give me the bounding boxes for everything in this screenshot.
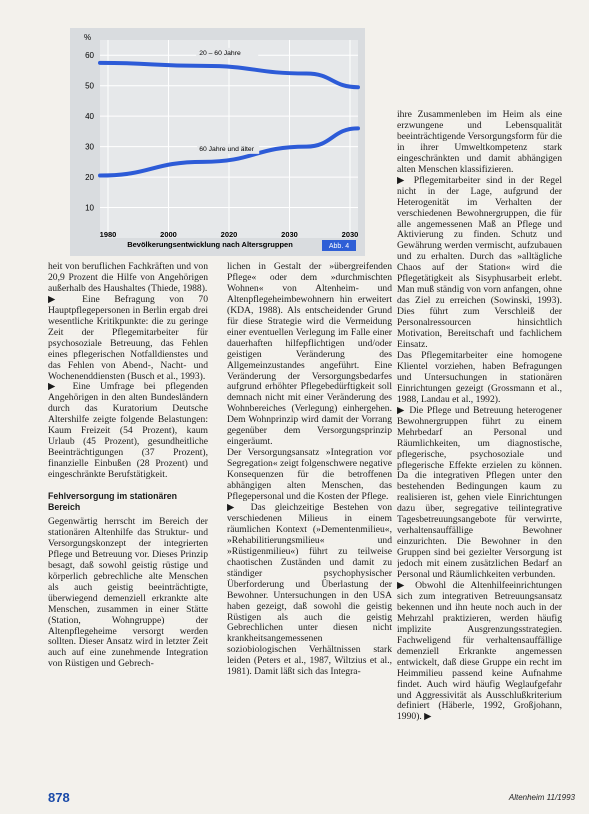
y-tick-label: 30 xyxy=(85,142,94,152)
unit-label: % xyxy=(84,33,92,42)
journal-footer: Altenheim 11/1993 xyxy=(508,793,575,802)
chart-figure xyxy=(70,28,365,256)
y-tick-label: 40 xyxy=(85,112,94,122)
line-chart xyxy=(70,28,365,256)
x-axis-title: Bevölkerungsentwicklung nach Altersgruppen xyxy=(127,240,293,249)
paragraph: Der Versorgungsansatz »Integration vor Segregation« zeigt folgenschwere negative Konsequenzen für die betroffenen abhängigen alten Menschen, das Pflegepersonal und die Kosten der Pflege. xyxy=(227,447,392,503)
section-heading: Fehlversorgung im stationären Bereich xyxy=(48,491,178,513)
paragraph: Gegenwärtig herrscht im Bereich der stationären Altenhilfe das Struktur- und Versorgungskonzept der integrierten Pflege und Betreuung vor. Dieses Prinzip besagt, daß sowohl geistig rüstige und körperlich gebrechliche alte Menschen als auch geistig beeinträchtigte, überwiegend demenziell erkrankte alte Menschen, zusammen in einer Stätte (Station, Wohngruppe) der Altenpflegeheime versorgt werden sollten. Dieser Ansatz wird in letzter Zeit auch auf eine zunehmende Integration von Rüstigen und Gebrech- xyxy=(48,515,208,670)
paragraph: ▶ Pflegemitarbeiter sind in der Regel nicht in der Lage, aufgrund der Heterogenität im Verhalten der verschiedenen Bewohnergruppen, die für alle angemessenen Maß an Pflege und Aktivierung zu finden. Schutz und Gewährung werden vermischt, aufzubauen und zu erhalten. Durch das »alltägliche Chaos auf der Station« wird die Pflegetätigkeit als Sisyphusarbeit erlebt. Man muß ständig von vorn anfangen, ohne das Ziel zu erreichen (Sowinski, 1993). Dies führt zum Verschleiß der Personalressourcen hinsichtlich Motivation, Bereitschaft und fachlichem Einsatz. xyxy=(397,174,562,351)
y-tick-label: 20 xyxy=(85,173,94,183)
paragraph: ▶ Das gleichzeitige Bestehen von verschiedenen Milieus in einem räumlichen Kontext (»Dementenmilieu«, »Rehabilitierungsmilieu« und »Rüstigenmilieu«) führt zu teilweise chaotischen Zuständen und damit zu ständiger psychophysischer Überforderung und Überlastung der Bewohner. Untersuchungen in den USA haben gezeigt, daß sowohl die geistig Rüstigen als auch die geistig Gebrechlichen unter diesen nicht krankheitsangemessenen soziobiologischen Verhältnissen stark leiden (Peters et al., 1987, Wiltzius et al., 1981). Damit läßt sich das Integra- xyxy=(227,501,392,678)
paragraph: ▶ Die Pflege und Betreuung heterogener Bewohnergruppen führt zu einem Mehrbedarf an Personal und Räumlichkeiten, um diagnostische, pflegerische, psychosoziale und pflegerische Effekte erzielen zu können. Da die integrativen Pflegen unter den bestehenden Bedingungen kaum zu realisieren ist, gehen viele Einrichtungen dazu über, segregative teilintegrative Tagesbetreuungsangebote für verwirrte, verhaltensauffällige Bewohner einzurichten. Die Bewohner in den Gruppen sind bei gezielter Versorgung ist jedoch mit einem zusätzlichen Bedarf an Personal und Räumlichkeiten verbunden. xyxy=(397,404,562,581)
figure-badge: Abb. 4 xyxy=(328,243,350,250)
series-label: 60 Jahre und älter xyxy=(199,145,254,153)
text-column-right xyxy=(397,110,562,723)
paragraph: heit von beruflichen Fachkräften und von 20,9 Prozent die Hilfe von Angehörigen außerhalb des Haushaltes (Thiede, 1988). xyxy=(48,262,208,294)
series-label: 20 – 60 Jahre xyxy=(199,49,241,57)
x-tick-label: 2020 xyxy=(220,230,238,239)
x-tick-label: 2030 xyxy=(341,230,359,239)
y-tick-label: 10 xyxy=(85,203,94,213)
paragraph: ihre Zusammenleben im Heim als eine erzwungene und Lebensqualität beeinträchtigende Versorgungsform für die in ihrer Umweltkompetenz stark eingeschränkten und damit abhängigen alten Menschen klassifizieren. xyxy=(397,110,562,175)
paragraph: ▶ Obwohl die Altenhilfeeinrichtungen sich zum integrativen Betreuungsansatz bekennen und ihn heute noch auch in der Mehrzahl praktizieren, werden häufig implizite Ausgrenzungsstrategien. Fachweligend für verhaltensauffällige demenziell Erkrankte angemessen entwickelt, daß diese Gruppe ein recht im Heimmilieu passend keine Aufnahme findet. Auch wird häufig Weglaufgefahr und Aggressivität als Ausschlußkriterium definiert (Häberle, 1992, Großjohann, 1990). ▶ xyxy=(397,579,562,723)
text-column-left xyxy=(48,262,208,670)
text-column-middle xyxy=(227,262,392,678)
paragraph: lichen in Gestalt der »übergreifenden Pflege« oder dem »durchmischten Wohnen« von Altenheim- und Altenpflegeheimbewohnern hin erweitert (KDA, 1988). Als entscheidender Grund für diese Strategie wird die Vermeidung einer eventuellen Verlegung im Falle einer dauerhaften hilfepflichtigen und/oder geistigen Veränderung des Allgemeinzustandes angeführt. Eine Veränderung der Versorgungsbedarfes aufgrund erhöhter Pflegebedürftigkeit soll demnach nicht mit einer Veränderung des Wohnbereiches (Verlegung) einhergehen. Dem Wohnprinzip wird damit der Vorrang gegenüber dem Versorgungsprinzip eingeräumt. xyxy=(227,262,392,448)
x-tick-label: 2000 xyxy=(160,230,177,239)
paragraph: Das Pflegemitarbeiter eine homogene Klientel vorziehen, haben Befragungen und Untersuchungen in stationären Einrichtungen gezeigt (Grossmann et al., 1988, Landau et al., 1992). xyxy=(397,349,562,405)
y-tick-label: 60 xyxy=(85,51,94,61)
paragraph: ▶ Eine Befragung von 70 Hauptpflegepersonen in Berlin ergab drei wesentliche Kritikpunkte: die zu geringe Zeit der Pflegemitarbeiter für psychosoziale Betreuung, das Fehlen eines pflegerischen Notfalldienstes und das Fehlen von Abend-, Nacht- und Wochenenddiensten (Busch et al., 1993). xyxy=(48,293,208,382)
paragraph: ▶ Eine Umfrage bei pflegenden Angehörigen in den alten Bundesländern durch das Kuratorium Deutsche Altershilfe zeigte folgende Belastungen: Kaum Freizeit (54 Prozent), kaum Urlaub (45 Prozent), gesundheitliche Beeinträchtigungen (37 Prozent), finanzielle Einbußen (28 Prozent) und eingeschränkte Berufstätigkeit. xyxy=(48,381,208,481)
x-tick-label: 1980 xyxy=(99,230,117,239)
y-tick-label: 50 xyxy=(85,81,94,91)
page-number: 878 xyxy=(48,790,70,805)
x-tick-label: 2030 xyxy=(281,230,298,239)
